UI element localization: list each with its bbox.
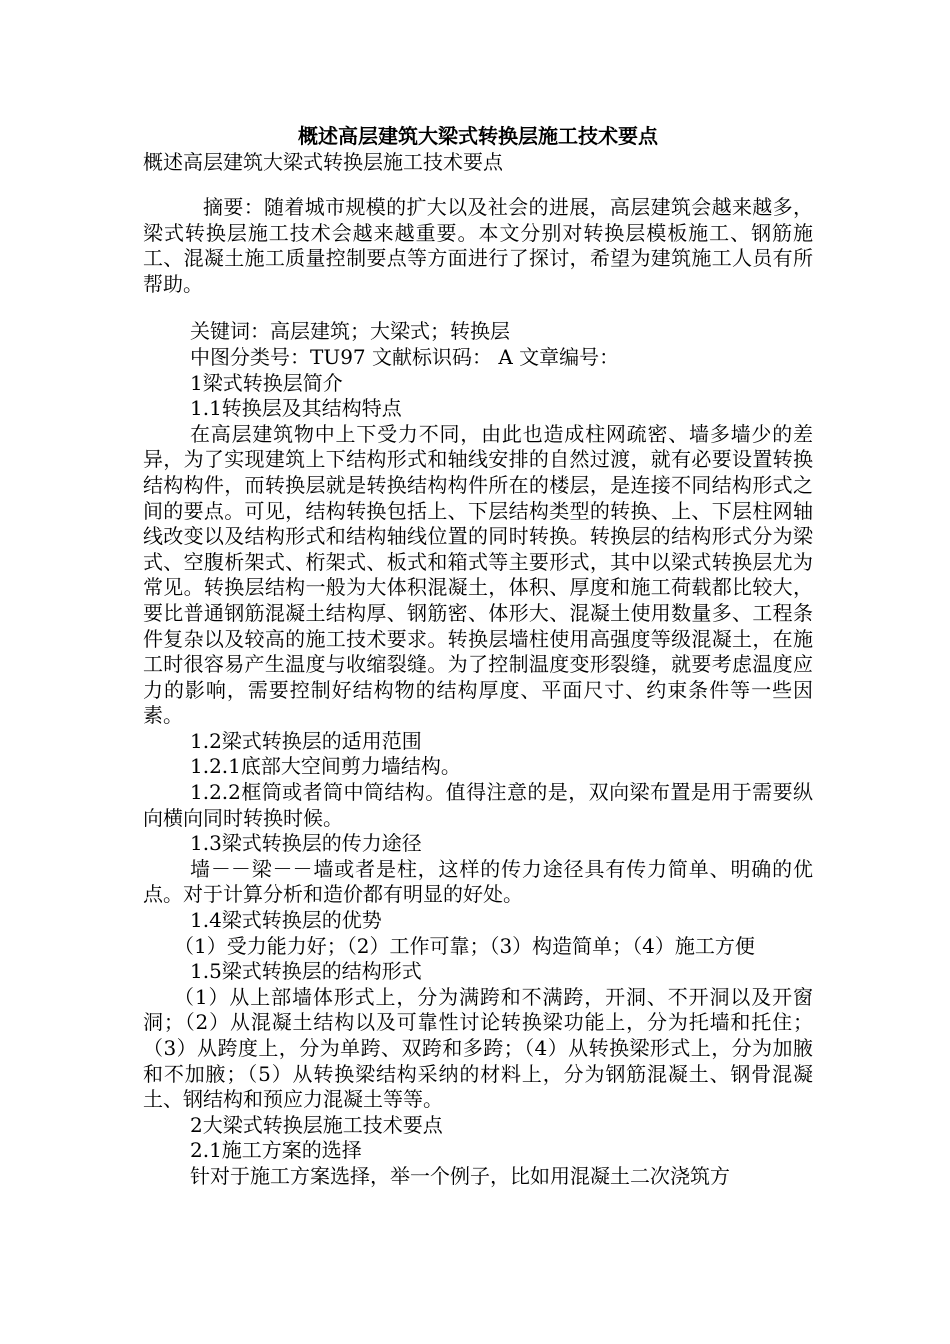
document-subtitle: 概述高层建筑大梁式转换层施工技术要点 bbox=[143, 150, 503, 174]
spacer bbox=[143, 297, 813, 319]
keywords-line: 关键词：高层建筑；大梁式；转换层 bbox=[190, 319, 510, 344]
document-title: 概述高层建筑大梁式转换层施工技术要点 bbox=[298, 124, 658, 148]
subsection-heading: 1.1转换层及其结构特点 bbox=[190, 396, 402, 421]
document-page bbox=[143, 123, 813, 1190]
spacer bbox=[143, 175, 813, 195]
body-paragraph: 针对于施工方案选择，举一个例子，比如用混凝土二次浇筑方 bbox=[190, 1163, 730, 1188]
subsection-heading: 1.5梁式转换层的结构形式 bbox=[190, 959, 422, 984]
subsection-heading: 2.1施工方案的选择 bbox=[190, 1138, 362, 1163]
classification-line: 中图分类号：TU97 文献标识码： A 文章编号： bbox=[190, 344, 620, 369]
body-paragraph: 1.2.2框筒或者筒中筒结构。值得注意的是，双向梁布置是用于需要纵向横向同时转换时候。 bbox=[143, 780, 813, 830]
body-paragraph: 在高层建筑物中上下受力不同，由此也造成柱网疏密、墙多墙少的差异，为了实现建筑上下结构形式和轴线安排的自然过渡，就有必要设置转换结构构件，而转换层就是转换结构构件所在的楼层，是连接不同结构形式之间的要点。可见，结构转换包括上、下层结构类型的转换、上、下层柱网轴线改变以及结构形式和结构轴线位置的同时转换。转换层的结构形式分为梁式、空腹析架式、桁架式、板式和箱式等主要形式，其中以梁式转换层尤为常见。转换层结构一般为大体积混凝土，体积、厚度和施工荷载都比较大，要比普通钢筋混凝土结构厚、钢筋密、体形大、混凝土使用数量多、工程条件复杂以及较高的施工技术要求。转换层墙柱使用高强度等级混凝土，在施工时很容易产生温度与收缩裂缝。为了控制温度变形裂缝，就要考虑温度应力的影响，需要控制好结构物的结构厚度、平面尺寸、约束条件等一些因素。 bbox=[143, 421, 813, 728]
subsection-heading: 1.2梁式转换层的适用范围 bbox=[190, 728, 422, 753]
section-heading: 1梁式转换层简介 bbox=[190, 370, 343, 395]
section-heading: 2大梁式转换层施工技术要点 bbox=[190, 1112, 443, 1137]
subsection-heading: 1.3梁式转换层的传力途径 bbox=[190, 831, 422, 856]
body-paragraph: （1）受力能力好；（2）工作可靠；（3）构造简单；（4）施工方便 bbox=[174, 933, 755, 958]
body-paragraph: （1）从上部墙体形式上，分为满跨和不满跨，开洞、不开洞以及开窗洞；（2）从混凝土结构以及可靠性讨论转换梁功能上，分为托墙和托住；（3）从跨度上，分为单跨、双跨和多跨；（4）从转换梁形式上，分为加腋和不加腋；（5）从转换梁结构采纳的材料上，分为钢筋混凝土、钢骨混凝土、钢结构和预应力混凝土等等。 bbox=[143, 984, 813, 1112]
subsection-heading: 1.4梁式转换层的优势 bbox=[190, 908, 382, 933]
body-paragraph: 墙－－梁－－墙或者是柱，这样的传力途径具有传力简单、明确的优点。对于计算分析和造价都有明显的好处。 bbox=[143, 856, 813, 907]
body-paragraph: 1.2.1底部大空间剪力墙结构。 bbox=[190, 754, 461, 779]
abstract-paragraph: 摘要：随着城市规模的扩大以及社会的进展，高层建筑会越来越多，梁式转换层施工技术会越来越重要。本文分别对转换层模板施工、钢筋施工、混凝土施工质量控制要点等方面进行了探讨，希望为建筑施工人员有所帮助。 bbox=[143, 195, 813, 296]
